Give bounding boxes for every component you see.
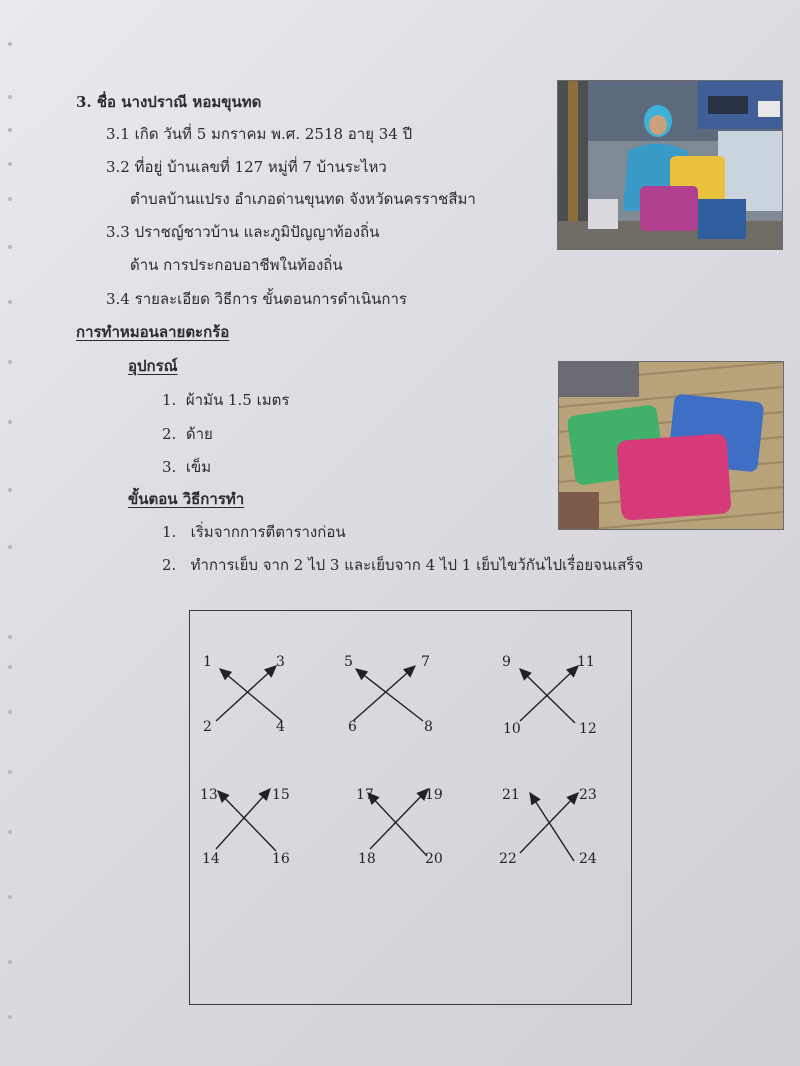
binder-hole — [8, 488, 12, 492]
item-text: ด้าย — [185, 425, 213, 443]
point-label: 7 — [421, 654, 430, 670]
point-label: 21 — [502, 787, 520, 803]
point-label: 4 — [276, 719, 285, 735]
item-text: ผ้ามัน 1.5 เมตร — [185, 391, 290, 409]
item-number: 1. — [162, 523, 177, 541]
photo-woman-sewing — [557, 80, 783, 250]
point-label: 12 — [579, 721, 597, 737]
item-number: 2. — [162, 425, 177, 443]
item-number: 3.1 — [106, 125, 130, 143]
stitch-arrow — [520, 666, 578, 721]
point-label: 9 — [502, 654, 511, 670]
point-label: 14 — [202, 851, 220, 867]
item-text: รายละเอียด วิธีการ ขั้นตอนการดำเนินการ — [134, 290, 407, 308]
binder-hole — [8, 420, 12, 424]
item-text: ทำการเย็บ จาก 2 ไป 3 และเย็บจาก 4 ไป 1 เย็บไขว้กันไปเรื่อยจนเสร็จ — [190, 556, 644, 574]
item-number: 3.2 — [106, 158, 130, 176]
point-label: 13 — [200, 787, 218, 803]
point-label: 11 — [577, 654, 595, 670]
equipment-item — [162, 422, 213, 446]
binder-hole — [8, 960, 12, 964]
photo-woman-sewing-image — [558, 81, 782, 249]
stitch-arrow — [218, 791, 276, 851]
item-text: เริ่มจากการตีตารางก่อน — [190, 523, 346, 541]
binder-hole — [8, 162, 12, 166]
binder-hole — [8, 128, 12, 132]
point-label: 2 — [203, 719, 212, 735]
point-label: 24 — [579, 851, 597, 867]
item-text: ที่อยู่ บ้านเลขที่ 127 หมู่ที่ 7 บ้านระไหว — [134, 158, 387, 176]
stitch-arrow — [216, 666, 276, 721]
item-text: ปราชญ์ชาวบ้าน และภูมิปัญญาท้องถิ่น — [134, 223, 380, 241]
point-label: 8 — [424, 719, 433, 735]
binder-hole — [8, 710, 12, 714]
item-3-2 — [106, 155, 387, 179]
point-label: 1 — [203, 654, 212, 670]
stitch-diagram — [189, 610, 632, 1005]
point-label: 5 — [344, 654, 353, 670]
binder-hole — [8, 360, 12, 364]
item-3-3-cont: ด้าน การประกอบอาชีพในท้องถิ่น — [130, 256, 343, 274]
item-3-3 — [106, 220, 379, 244]
point-label: 20 — [425, 851, 443, 867]
point-label: 16 — [272, 851, 290, 867]
stitch-arrow — [220, 669, 282, 721]
point-label: 22 — [499, 851, 517, 867]
photo-pillows-image — [559, 362, 783, 529]
binder-hole — [8, 95, 12, 99]
binder-hole — [8, 300, 12, 304]
binder-hole — [8, 830, 12, 834]
point-label: 10 — [503, 721, 521, 737]
item-3-2-cont: ตำบลบ้านแปรง อำเภอด่านขุนทด จังหวัดนครราชสีมา — [130, 190, 476, 208]
equipment-item — [162, 388, 289, 412]
binder-hole — [8, 665, 12, 669]
point-label: 18 — [358, 851, 376, 867]
step-item — [162, 553, 643, 577]
point-label: 17 — [356, 787, 374, 803]
item-text: เข็ม — [185, 458, 212, 476]
binder-hole — [8, 197, 12, 201]
binder-hole — [8, 1015, 12, 1019]
step-item — [162, 520, 346, 544]
point-label: 19 — [425, 787, 443, 803]
binder-hole — [8, 42, 12, 46]
photo-pillows — [558, 361, 784, 530]
point-label: 3 — [276, 654, 285, 670]
binder-hole — [8, 545, 12, 549]
equipment-heading: อุปกรณ์ — [128, 357, 178, 375]
item-number: 1. — [162, 391, 177, 409]
binder-hole — [8, 770, 12, 774]
item-number: 3.4 — [106, 290, 130, 308]
item-3-4 — [106, 287, 407, 311]
stitch-diagram-arrows — [190, 611, 631, 1004]
item-number: 3.3 — [106, 223, 130, 241]
item-text: เกิด วันที่ 5 มกราคม พ.ศ. 2518 อายุ 34 ปี — [134, 125, 413, 143]
equipment-item — [162, 455, 211, 479]
item-number: 2. — [162, 556, 177, 574]
section-title: 3. ชื่อ นางปราณี หอมขุนทด — [76, 93, 262, 111]
point-label: 15 — [272, 787, 290, 803]
binder-hole — [8, 635, 12, 639]
topic-heading: การทำหมอนลายตะกร้อ — [76, 323, 230, 341]
binder-hole — [8, 245, 12, 249]
item-number: 3. — [162, 458, 177, 476]
steps-heading: ขั้นตอน วิธีการทำ — [128, 490, 245, 508]
stitch-arrow — [368, 793, 427, 856]
stitch-arrow — [356, 669, 423, 721]
point-label: 23 — [579, 787, 597, 803]
stitch-arrow — [370, 789, 428, 849]
item-3-1 — [106, 122, 412, 146]
binder-hole — [8, 895, 12, 899]
point-label: 6 — [348, 719, 357, 735]
